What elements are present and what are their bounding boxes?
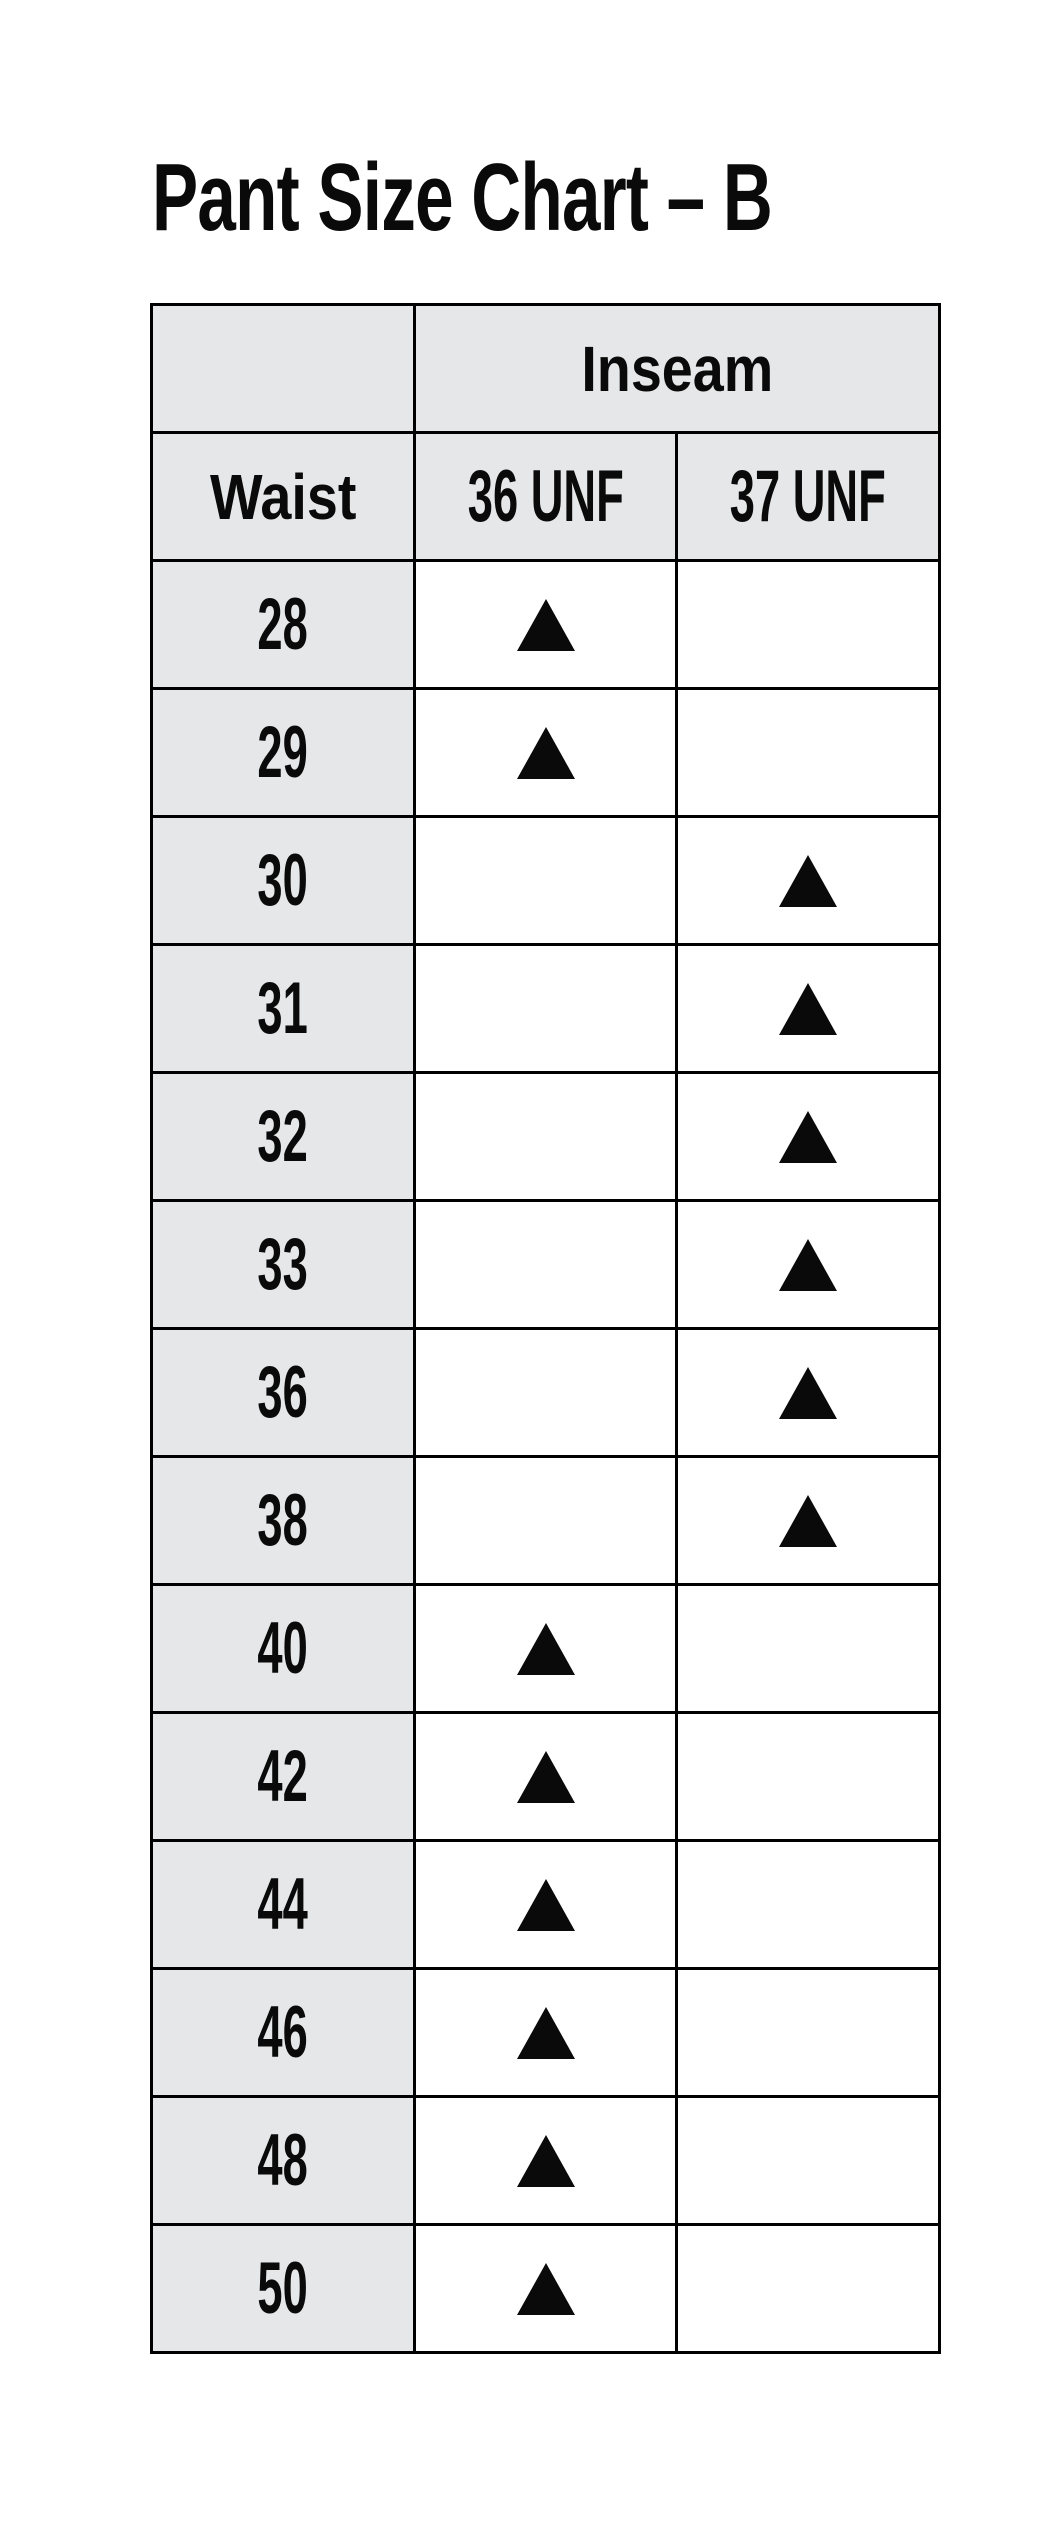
cell-37unf <box>677 817 940 945</box>
waist-value: 31 <box>257 968 309 1049</box>
cell-36unf <box>415 1713 677 1841</box>
cell-37unf <box>677 1073 940 1201</box>
cell-36unf <box>415 1457 677 1585</box>
page-title: Pant Size Chart – B <box>152 144 773 251</box>
waist-value-cell <box>152 945 415 1073</box>
cell-36unf <box>415 689 677 817</box>
waist-value-cell <box>152 2097 415 2225</box>
cell-37unf <box>677 689 940 817</box>
table-row <box>152 2097 940 2225</box>
cell-36unf <box>415 817 677 945</box>
table-row <box>152 1841 940 1969</box>
cell-37unf <box>677 1841 940 1969</box>
table-row <box>152 817 940 945</box>
table-row <box>152 689 940 817</box>
triangle-marker <box>517 2007 575 2059</box>
cell-36unf <box>415 2097 677 2225</box>
cell-36unf <box>415 1201 677 1329</box>
waist-value: 28 <box>257 584 309 665</box>
triangle-marker <box>517 1751 575 1803</box>
waist-value-cell <box>152 689 415 817</box>
cell-36unf <box>415 1073 677 1201</box>
waist-value: 44 <box>257 1864 309 1945</box>
waist-value-cell <box>152 2225 415 2353</box>
cell-37unf <box>677 1201 940 1329</box>
triangle-marker <box>517 599 575 651</box>
table-body <box>152 561 940 2353</box>
triangle-marker <box>779 855 837 907</box>
group-header-row <box>152 305 940 433</box>
inseam-group-label: Inseam <box>581 332 773 405</box>
table-row <box>152 561 940 689</box>
waist-column-header <box>152 433 415 561</box>
cell-37unf <box>677 1713 940 1841</box>
table-row <box>152 1969 940 2097</box>
cell-37unf <box>677 2225 940 2353</box>
triangle-marker <box>517 2263 575 2315</box>
waist-value: 48 <box>257 2120 309 2201</box>
cell-37unf <box>677 1329 940 1457</box>
waist-value: 42 <box>257 1736 309 1817</box>
triangle-marker <box>779 1111 837 1163</box>
waist-value-cell <box>152 1585 415 1713</box>
table-header <box>152 305 940 561</box>
waist-value-cell <box>152 1457 415 1585</box>
waist-value-cell <box>152 1713 415 1841</box>
waist-value-cell <box>152 1201 415 1329</box>
waist-value: 50 <box>257 2248 309 2329</box>
waist-value-cell <box>152 1329 415 1457</box>
waist-value: 38 <box>257 1480 309 1561</box>
cell-36unf <box>415 2225 677 2353</box>
cell-37unf <box>677 1585 940 1713</box>
triangle-marker <box>779 983 837 1035</box>
triangle-marker <box>779 1367 837 1419</box>
waist-value: 32 <box>257 1096 309 1177</box>
waist-value: 29 <box>257 712 309 793</box>
cell-36unf <box>415 1969 677 2097</box>
waist-value: 33 <box>257 1224 309 1305</box>
corner-cell <box>152 305 415 433</box>
cell-37unf <box>677 1969 940 2097</box>
waist-value: 46 <box>257 1992 309 2073</box>
table-row <box>152 1585 940 1713</box>
cell-37unf <box>677 945 940 1073</box>
waist-value-cell <box>152 1073 415 1201</box>
cell-37unf <box>677 2097 940 2225</box>
inseam-36unf-column-label: 36 UNF <box>467 456 624 537</box>
triangle-marker <box>779 1239 837 1291</box>
waist-value-cell <box>152 817 415 945</box>
inseam-37unf-column-header <box>677 433 940 561</box>
waist-value: 36 <box>257 1352 309 1433</box>
waist-value-cell <box>152 1969 415 2097</box>
waist-value: 30 <box>257 840 309 921</box>
table-row <box>152 1201 940 1329</box>
triangle-marker <box>517 727 575 779</box>
column-header-row <box>152 433 940 561</box>
table-row <box>152 1713 940 1841</box>
table-row <box>152 2225 940 2353</box>
cell-37unf <box>677 561 940 689</box>
waist-value: 40 <box>257 1608 309 1689</box>
waist-value-cell <box>152 561 415 689</box>
cell-36unf <box>415 561 677 689</box>
inseam-37unf-column-label: 37 UNF <box>730 456 886 537</box>
triangle-marker <box>779 1495 837 1547</box>
table-row <box>152 1457 940 1585</box>
cell-37unf <box>677 1457 940 1585</box>
table-row <box>152 1073 940 1201</box>
triangle-marker <box>517 1623 575 1675</box>
cell-36unf <box>415 1841 677 1969</box>
inseam-36unf-column-header <box>415 433 677 561</box>
triangle-marker <box>517 2135 575 2187</box>
cell-36unf <box>415 945 677 1073</box>
waist-value-cell <box>152 1841 415 1969</box>
inseam-group-header <box>415 305 940 433</box>
waist-column-label: Waist <box>209 460 357 533</box>
table-row <box>152 1329 940 1457</box>
cell-36unf <box>415 1585 677 1713</box>
cell-36unf <box>415 1329 677 1457</box>
pant-size-table <box>150 303 941 2354</box>
triangle-marker <box>517 1879 575 1931</box>
table-row <box>152 945 940 1073</box>
